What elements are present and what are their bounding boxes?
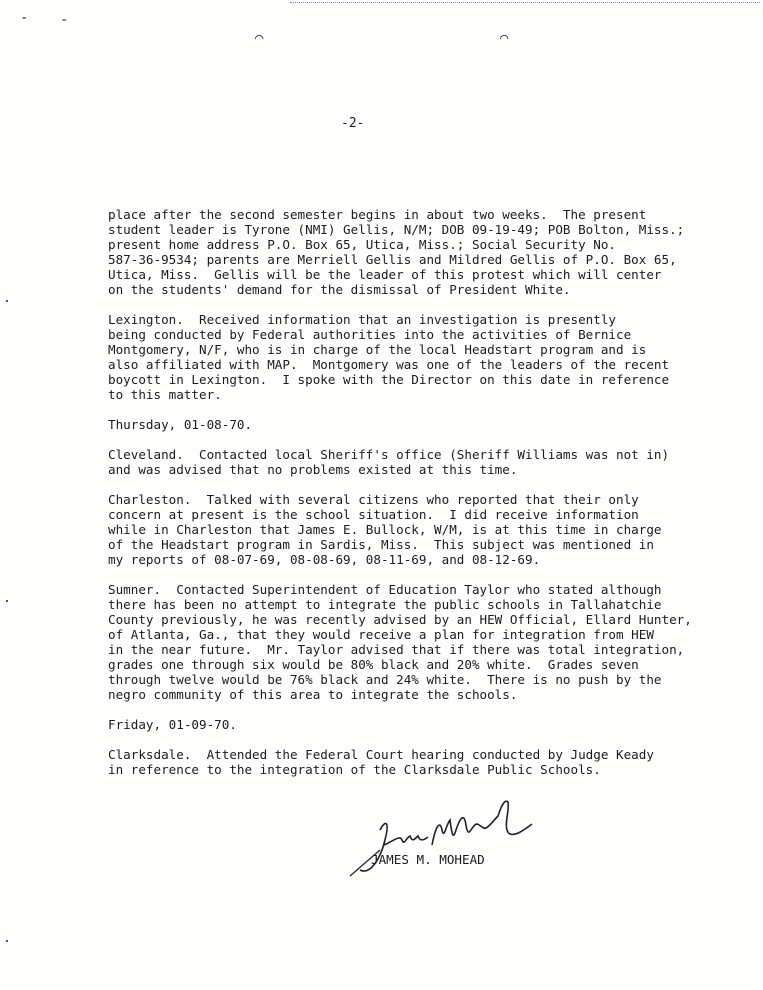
text-line: Sumner. Contacted Superintendent of Education Taylor who stated although	[108, 582, 662, 597]
text-line: while in Charleston that James E. Bullock, W/M, is at this time in charge	[108, 522, 662, 537]
paragraph	[108, 492, 688, 567]
text-line: being conducted by Federal authorities into the activities of Bernice	[108, 327, 632, 342]
text-line: place after the second semester begins in about two weeks. The present	[108, 207, 647, 222]
text-line: Lexington. Received information that an investigation is presently	[108, 312, 616, 327]
text-line: negro community of this area to integrate the schools.	[108, 687, 518, 702]
text-line: Montgomery, N/F, who is in charge of the local Headstart program and is	[108, 342, 647, 357]
text-line: there has been no attempt to integrate the public schools in Tallahatchie	[108, 597, 662, 612]
scan-dot	[6, 940, 8, 942]
paragraph	[108, 717, 688, 732]
text-line: and was advised that no problems existed at this time.	[108, 462, 518, 477]
text-line: concern at present is the school situation. I did receive information	[108, 507, 639, 522]
paragraph	[108, 447, 688, 477]
text-line: grades one through six would be 80% black and 20% white. Grades seven	[108, 657, 639, 672]
scan-mark: -	[20, 10, 29, 26]
text-line: in reference to the integration of the Clarksdale Public Schools.	[108, 762, 601, 777]
scan-mark: -	[60, 12, 69, 28]
text-line: Cleveland. Contacted local Sheriff's office (Sheriff Williams was not in)	[108, 447, 670, 462]
text-line: present home address P.O. Box 65, Utica, Miss.; Social Security No.	[108, 237, 616, 252]
text-line: my reports of 08-07-69, 08-08-69, 08-11-69, and 08-12-69.	[108, 552, 541, 567]
paragraph	[108, 747, 688, 777]
handwritten-signature	[340, 790, 560, 885]
paragraph	[108, 417, 688, 432]
text-line: Friday, 01-09-70.	[108, 717, 237, 732]
text-line: to this matter.	[108, 387, 222, 402]
paragraph	[108, 582, 692, 702]
page-number: -2-	[341, 116, 365, 131]
text-line: also affiliated with MAP. Montgomery was one of the leaders of the recent	[108, 357, 670, 372]
text-line: student leader is Tyrone (NMI) Gellis, N/M; DOB 09-19-49; POB Bolton, Miss.;	[108, 222, 685, 237]
text-line: Clarksdale. Attended the Federal Court hearing conducted by Judge Keady	[108, 747, 654, 762]
text-line: Thursday, 01-08-70.	[108, 417, 253, 432]
text-line: County previously, he was recently advised by an HEW Official, Ellard Hunter,	[108, 612, 692, 627]
text-line: 587-36-9534; parents are Merriell Gellis and Mildred Gellis of P.O. Box 65,	[108, 252, 677, 267]
paragraph	[108, 207, 688, 297]
scan-dot	[6, 600, 8, 602]
punch-mark: ⌒	[500, 30, 509, 46]
text-line: Utica, Miss. Gellis will be the leader of this protest which will center	[108, 267, 662, 282]
text-line: on the students' demand for the dismissal of President White.	[108, 282, 571, 297]
text-line: of the Headstart program in Sardis, Miss. This subject was mentioned in	[108, 537, 654, 552]
text-line: through twelve would be 76% black and 24% white. There is no push by the	[108, 672, 662, 687]
signer-name: JAMES M. MOHEAD	[371, 852, 485, 867]
paragraph	[108, 312, 688, 402]
top-edge-line	[290, 2, 760, 3]
text-line: in the near future. Mr. Taylor advised that if there was total integration,	[108, 642, 685, 657]
document-body	[108, 207, 692, 792]
punch-mark: ⌒	[255, 30, 264, 46]
text-line: Charleston. Talked with several citizens who reported that their only	[108, 492, 639, 507]
text-line: of Atlanta, Ga., that they would receive a plan for integration from HEW	[108, 627, 654, 642]
scan-dot	[6, 300, 8, 302]
text-line: boycott in Lexington. I spoke with the Director on this date in reference	[108, 372, 670, 387]
